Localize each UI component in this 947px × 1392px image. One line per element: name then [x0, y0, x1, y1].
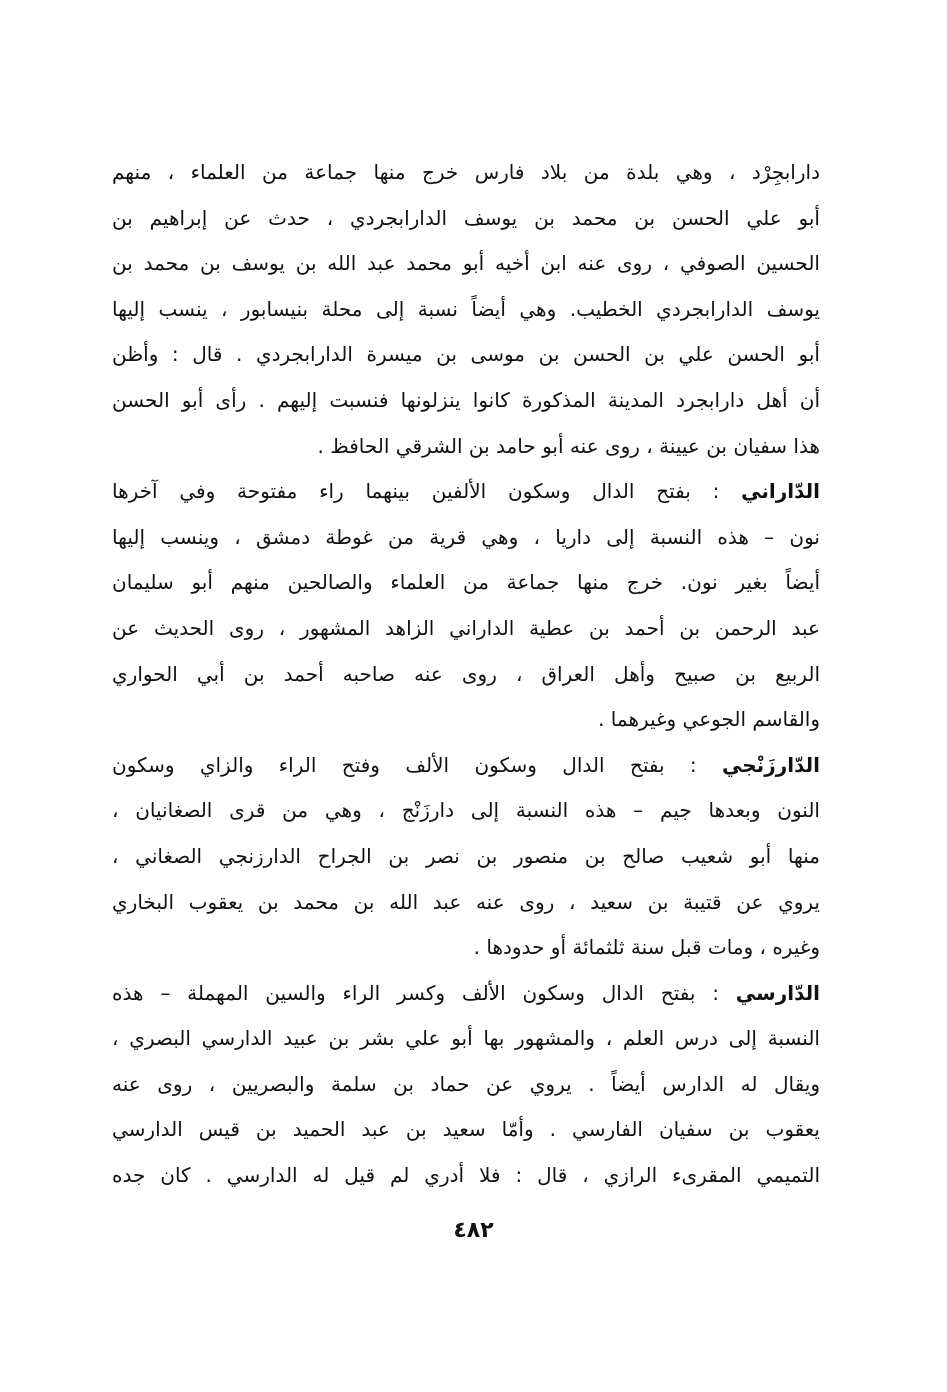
entry-first-line-text: : بفتح الدال وسكون الألفين بينهما راء مفتوحة وفي آخرها [112, 479, 720, 504]
text-line: ويقال له الدارس أيضاً . يروي عن حماد بن سلمة والبصريين ، روى عنه [112, 1071, 820, 1096]
text-line: أيضاً بغير نون. خرج منها جماعة من العلماء والصالحين منهم أبو سليمان [112, 570, 820, 595]
entry-first-line [112, 743, 820, 789]
entry-first-line [112, 971, 820, 1017]
entry-darisi [112, 971, 820, 1199]
text-line: والقاسم الجوعي وغيرهما . [598, 707, 820, 732]
text-line: أبو الحسن علي بن الحسن بن موسى بن ميسرة الدارابجردي . قال : وأظن [112, 342, 820, 367]
text-line: نون – هذه النسبة إلى داريا ، وهي قرية من غوطة دمشق ، وينسب إليها [112, 524, 820, 549]
text-line: النون وبعدها جيم – هذه النسبة إلى دارزَنْج ، وهي من قرى الصغانيان ، [112, 798, 820, 823]
text-line: أن أهل دارابجرد المدينة المذكورة كانوا ينزلونها فنسبت إليهم . رأى أبو الحسن [112, 387, 820, 412]
text-line: هذا سفيان بن عيينة ، روى عنه أبو حامد بن الشرقي الحافظ . [317, 433, 820, 458]
text-line: الربيع بن صبيح وأهل العراق ، روى عنه صاحبه أحمد بن أبي الحواري [112, 661, 820, 686]
entry-darani [112, 469, 820, 743]
text-line: منها أبو شعيب صالح بن منصور بن نصر بن الجراح الدارزنجي الصغاني ، [112, 843, 820, 868]
text-line: وغيره ، ومات قبل سنة ثلثمائة أو حدودها . [473, 935, 820, 960]
text-line: عبد الرحمن بن أحمد بن عطية الداراني الزاهد المشهور ، روى الحديث عن [112, 615, 820, 640]
text-line: التميمي المقرىء الرازي ، قال : فلا أدري لم قيل له الدارسي . كان جده [112, 1163, 820, 1188]
page-text [112, 150, 820, 1199]
entry-headword: الدّارزَنْجي [722, 752, 820, 777]
entry-headword: الدّارسي [735, 980, 820, 1005]
text-line: النسبة إلى درس العلم ، والمشهور بها أبو علي بشر بن عبيد الدارسي البصري ، [112, 1026, 820, 1051]
text-line: دارابجِرْد ، وهي بلدة من بلاد فارس خرج منها جماعة من العلماء ، منهم [112, 160, 820, 184]
page-number: ٤٨٢ [453, 1218, 494, 1243]
entry-darzanji [112, 743, 820, 971]
text-line: يروي عن قتيبة بن سعيد ، روى عنه عبد الله بن محمد بن يعقوب البخاري [112, 889, 820, 914]
entry-first-line-text: : بفتح الدال وسكون الألف وفتح الراء والزاي وسكون [112, 752, 697, 777]
text-line: يعقوب بن سفيان الفارسي . وأمّا سعيد بن عبد الحميد بن قيس الدارسي [112, 1117, 820, 1142]
entry-headword: الدّاراني [741, 479, 820, 504]
text-line: أبو علي الحسن بن محمد بن يوسف الدارابجردي ، حدث عن إبراهيم بن [112, 205, 820, 230]
text-line: يوسف الدارابجردي الخطيب. وهي أيضاً نسبة إلى محلة بنيسابور ، ينسب إليها [112, 296, 820, 321]
entry-first-line [112, 469, 820, 515]
entry-first-line-text: : بفتح الدال وسكون الألف وكسر الراء والسين المهملة – هذه [112, 980, 719, 1005]
text-line: الحسين الصوفي ، روى عنه ابن أخيه أبو محمد عبد الله بن يوسف بن محمد بن [112, 251, 820, 276]
entry-darabjirdi-continuation [112, 150, 820, 469]
